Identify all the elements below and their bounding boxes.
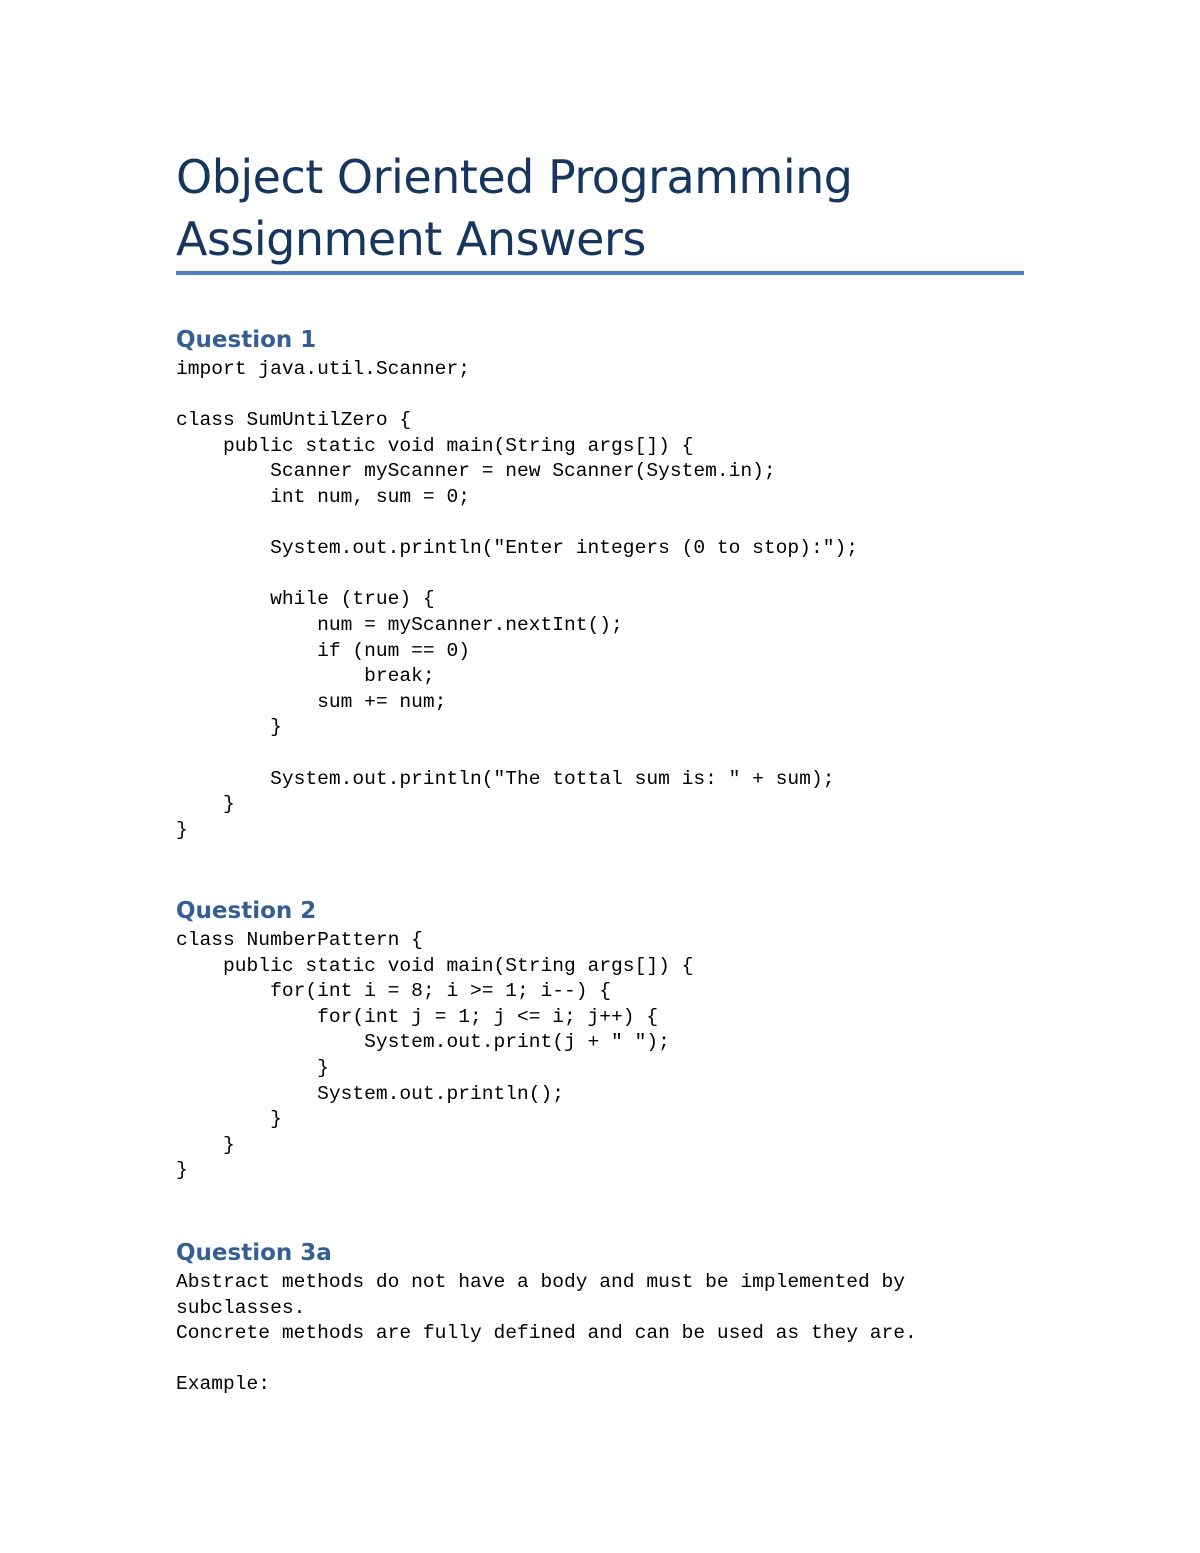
question-3a-answer-text: Abstract methods do not have a body and must be implemented by subclasses. Concrete methods are fully defined and can be used as they are. Example: <box>176 1271 917 1396</box>
question-2-heading: Question 2 <box>176 898 317 924</box>
section-question-2 <box>176 897 1036 1184</box>
question-1-heading: Question 1 <box>176 327 317 353</box>
title-underline-divider <box>176 271 1024 275</box>
section-question-3a <box>176 1239 1036 1398</box>
title-line-2: Assignment Answers <box>176 212 646 266</box>
section-question-1 <box>176 326 1036 843</box>
question-3a-heading: Question 3a <box>176 1240 332 1266</box>
document-title <box>176 146 1024 270</box>
question-2-code: class NumberPattern { public static void main(String args[]) { for(int i = 8; i >= 1; i--) { for(int j = 1; j <= i; j++) { System.out.print(j + " "); } System.out.println(); } } } <box>176 929 694 1182</box>
title-line-1: Object Oriented Programming <box>176 150 853 204</box>
question-1-code: import java.util.Scanner; class SumUntilZero { public static void main(String args[]) { Scanner myScanner = new Scanner(System.in); int num, sum = 0; System.out.println("Enter integers (0 to stop):"); while (true) { num = myScanner.nextInt(); if (num == 0) break; sum += num; } System.out.println("The tottal sum is: " + sum); } } <box>176 358 858 841</box>
